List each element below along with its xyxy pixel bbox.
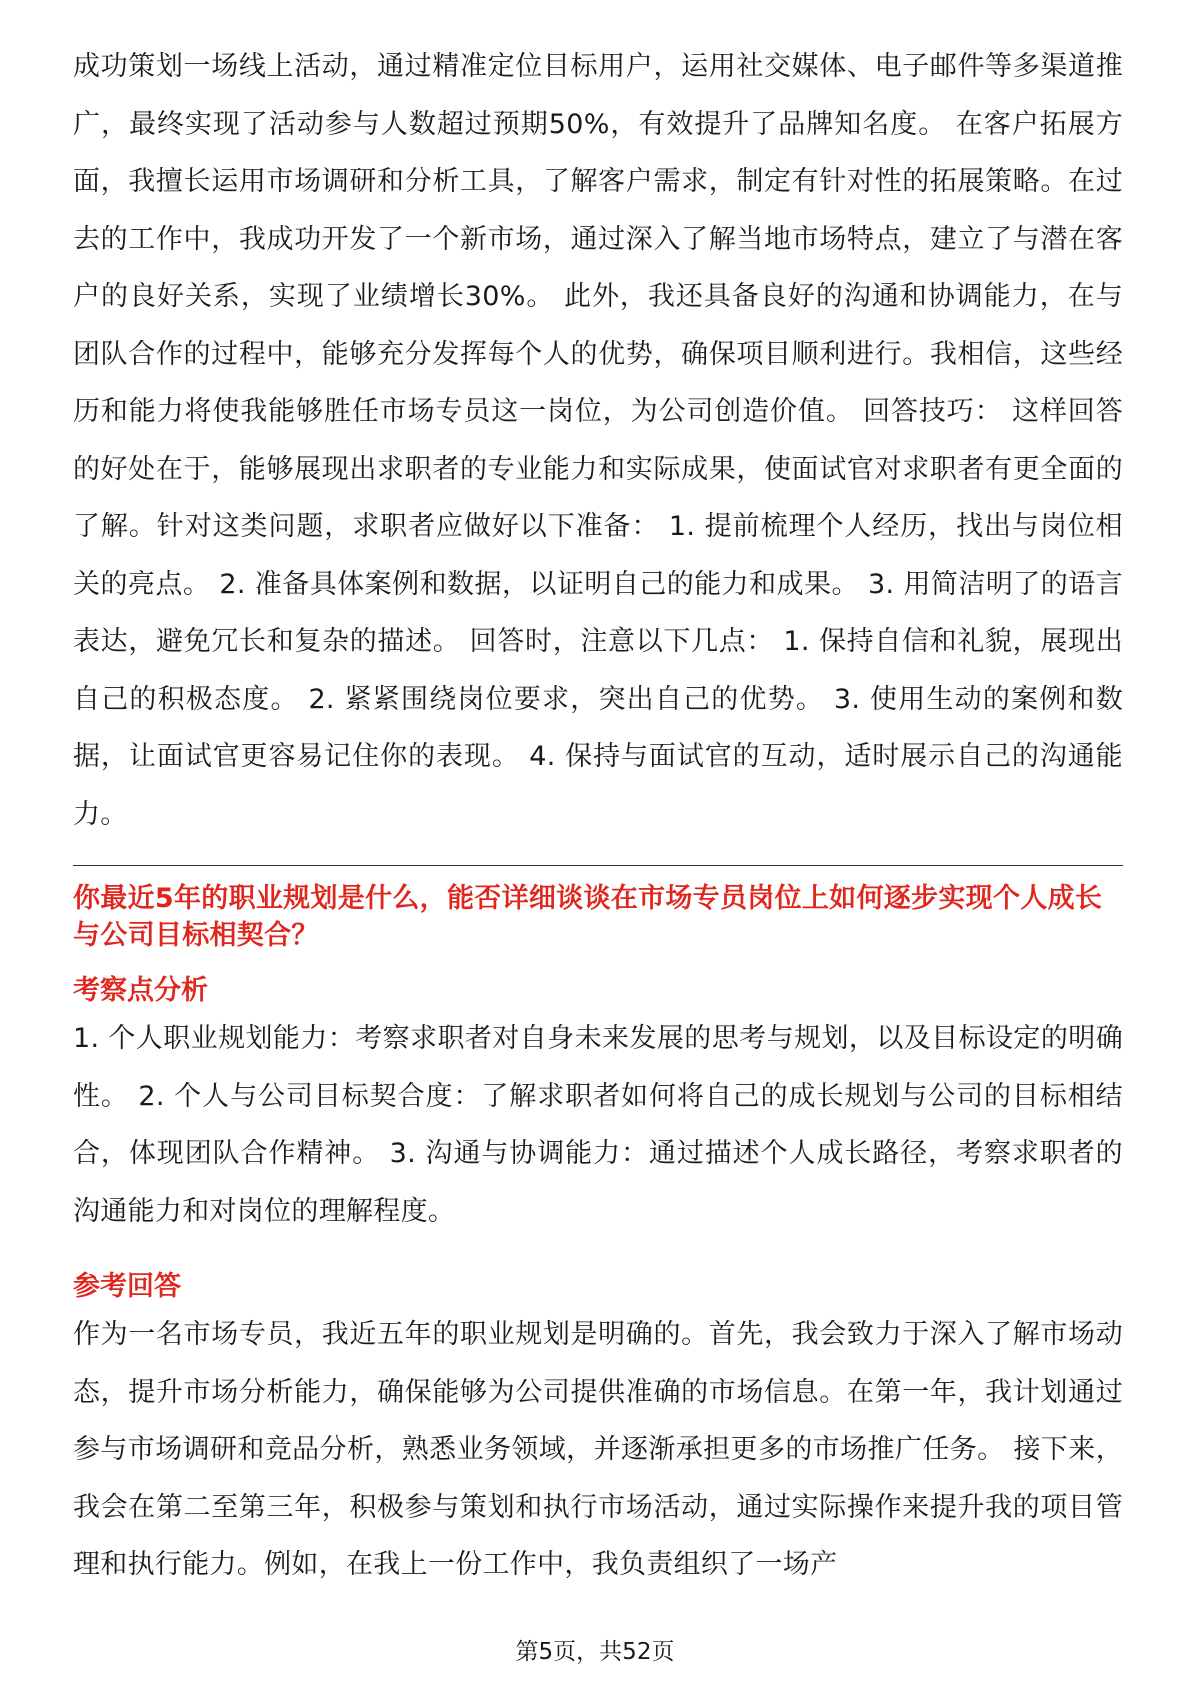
reference-answer-paragraph: 作为一名市场专员，我近五年的职业规划是明确的。首先，我会致力于深入了解市场动态，提升市场分析能力，确保能够为公司提供准确的市场信息。在第一年，我计划通过参与市场调研和竞品分析，熟悉业务领域，并逐渐承担更多的市场推广任务。 接下来，我会在第二至第三年，积极参与策划和执行市场活动，通过实际操作来提升我的项目管理和执行能力。例如，在我上一份工作中，我负责组织了一场产 [73,1319,1123,1580]
section-divider [73,865,1123,866]
answer-paragraph: 成功策划一场线上活动，通过精准定位目标用户，运用社交媒体、电子邮件等多渠道推广，最终实现了活动参与人数超过预期50%，有效提升了品牌知名度。 在客户拓展方面，我擅长运用市场调研和分析工具，了解客户需求，制定有针对性的拓展策略。在过去的工作中，我成功开发了一个新市场，通过深入了解当地市场特点，建立了与潜在客户的良好关系，实现了业绩增长30%。 此外，我还具备良好的沟通和协调能力，在与团队合作的过程中，能够充分发挥每个人的优势，确保项目顺利进行。我相信，这些经历和能力将使我能够胜任市场专员这一岗位，为公司创造价值。 回答技巧： 这样回答的好处在于，能够展现出求职者的专业能力和实际成果，使面试官对求职者有更全面的了解。针对这类问题，求职者应做好以下准备： 1. 提前梳理个人经历，找出与岗位相关的亮点。 2. 准备具体案例和数据，以证明自己的能力和成果。 3. 用简洁明了的语言表达，避免冗长和复杂的描述。 回答时，注意以下几点： 1. 保持自信和礼貌，展现出自己的积极态度。 2. 紧紧围绕岗位要求，突出自己的优势。 3. 使用生动的案例和数据，让面试官更容易记住你的表现。 4. 保持与面试官的互动，适时展示自己的沟通能力。 [73,51,1123,830]
document-page [73,38,1123,1594]
analysis-paragraph: 1. 个人职业规划能力：考察求职者对自身未来发展的思考与规划，以及目标设定的明确性。 2. 个人与公司目标契合度：了解求职者如何将自己的成长规划与公司的目标相结合，体现团队合作精神。 3. 沟通与协调能力：通过描述个人成长路径，考察求职者的沟通能力和对岗位的理解程度。 [73,1023,1123,1227]
interview-question: 你最近5年的职业规划是什么，能否详细谈谈在市场专员岗位上如何逐步实现个人成长与公司目标相契合？ [73,883,1103,951]
analysis-heading: 考察点分析 [73,975,208,1006]
page-number-footer: 第5页，共52页 [515,1639,675,1665]
reference-answer-heading: 参考回答 [73,1271,181,1302]
